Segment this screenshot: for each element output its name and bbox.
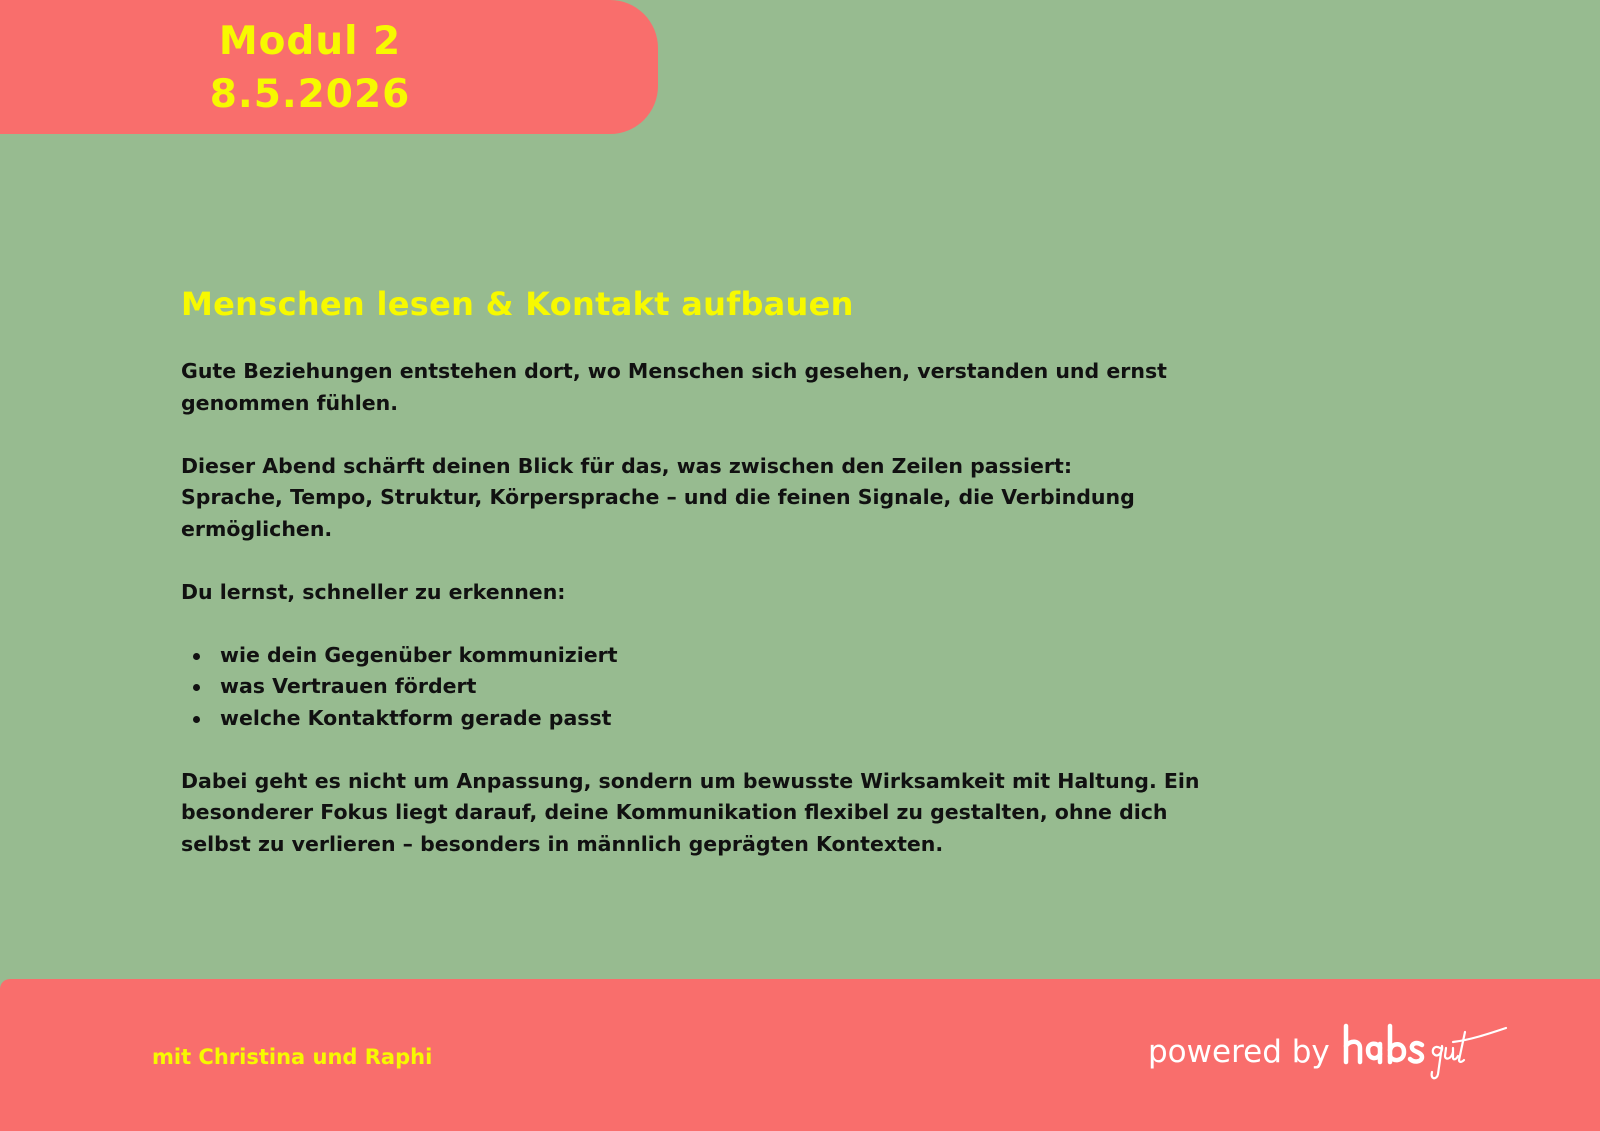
main-content bbox=[181, 282, 1331, 892]
closing-paragraph bbox=[181, 766, 1331, 861]
list-item-text: welche Kontaktform gerade passt bbox=[220, 705, 612, 730]
list-item-text: wie dein Gegenüber kommuniziert bbox=[220, 642, 618, 667]
bullet-icon bbox=[193, 716, 200, 723]
page-title: Menschen lesen & Kontakt aufbauen bbox=[181, 285, 854, 323]
list-item bbox=[181, 703, 1331, 735]
text-line: genommen fühlen. bbox=[181, 390, 399, 415]
bullet-icon bbox=[193, 684, 200, 691]
host-names: mit Christina und Raphi bbox=[152, 1045, 433, 1069]
text-line: selbst zu verlieren – besonders in männlich geprägten Kontexten. bbox=[181, 831, 944, 856]
text-line: Du lernst, schneller zu erkennen: bbox=[181, 579, 566, 604]
list-item-text: was Vertrauen fördert bbox=[220, 674, 477, 698]
learning-list bbox=[181, 640, 1331, 735]
module-date: 8.5.2026 bbox=[209, 72, 411, 117]
description-paragraph bbox=[181, 451, 1331, 546]
powered-by-label: powered by bbox=[1148, 1034, 1330, 1070]
module-title: Modul 2 bbox=[218, 19, 402, 64]
list-item bbox=[181, 640, 1331, 672]
text-line: ermöglichen. bbox=[181, 516, 333, 541]
text-line: Dieser Abend schärft deinen Blick für das, was zwischen den Zeilen passiert: bbox=[181, 453, 1073, 478]
text-line: Gute Beziehungen entstehen dort, wo Menschen sich gesehen, verstanden und ernst bbox=[181, 359, 1167, 383]
text-line: Sprache, Tempo, Struktur, Körpersprache – und die feinen Signale, die Verbindung bbox=[181, 485, 1135, 509]
bullet-icon bbox=[193, 653, 200, 660]
habsgut-logo bbox=[1340, 1018, 1510, 1082]
text-line: besonderer Fokus liegt darauf, deine Kommunikation flexibel zu gestalten, ohne dich bbox=[181, 800, 1168, 824]
intro-paragraph bbox=[181, 356, 1331, 419]
text-line: Dabei geht es nicht um Anpassung, sondern um bewusste Wirksamkeit mit Haltung. Ein bbox=[181, 768, 1200, 793]
list-intro bbox=[181, 577, 1331, 609]
list-item bbox=[181, 671, 1331, 703]
